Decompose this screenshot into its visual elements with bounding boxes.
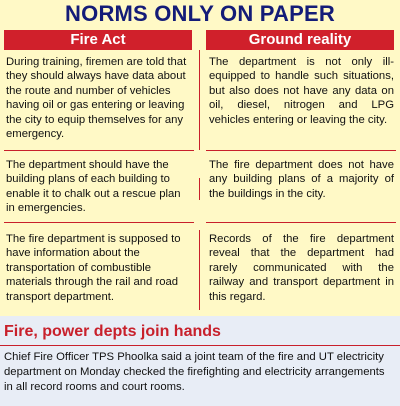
- ground-reality-point-1: The department is not only ill-equipped to handle such situations, but also does not have any data on oil, diesel, nitrogen and LPG vehicles entering or leaving the city.: [209, 56, 394, 126]
- column-header-fire-act: Fire Act: [4, 30, 192, 50]
- row-divider: [4, 150, 194, 151]
- story-headline: Fire, power depts join hands: [4, 323, 221, 340]
- ground-reality-point-2: The fire department does not have any building plans of a majority of the buildings in the city.: [209, 159, 394, 200]
- row-divider: [206, 222, 396, 223]
- column-header-ground-reality: Ground reality: [206, 30, 394, 50]
- fire-act-point-1: During training, firemen are told that they should always have data about the route and number of vehicles having oil or gas entering or leaving the city to equip themselves for any emergency.: [6, 56, 187, 141]
- page-title: NORMS ONLY ON PAPER: [65, 1, 335, 26]
- story-body: Chief Fire Officer TPS Phoolka said a joint team of the fire and UT electricity department on Monday checked the firefighting and electricity arrangements in all record rooms and court rooms.: [4, 351, 385, 393]
- column-divider: [199, 178, 200, 200]
- row-divider: [206, 150, 396, 151]
- fire-act-point-2: The department should have the building plans of each building to enable it to chalk out a rescue plan in emergencies.: [6, 159, 181, 215]
- row-divider: [4, 222, 194, 223]
- column-divider: [199, 50, 200, 150]
- fire-act-point-3: The fire department is supposed to have information about the transportation of combustible materials through the rail and road transport department.: [6, 233, 181, 303]
- column-divider: [199, 230, 200, 310]
- story-rule: [0, 345, 400, 346]
- ground-reality-point-3: Records of the fire department reveal that the department had rarely communicated with the railway and transport department in this regard.: [209, 233, 394, 303]
